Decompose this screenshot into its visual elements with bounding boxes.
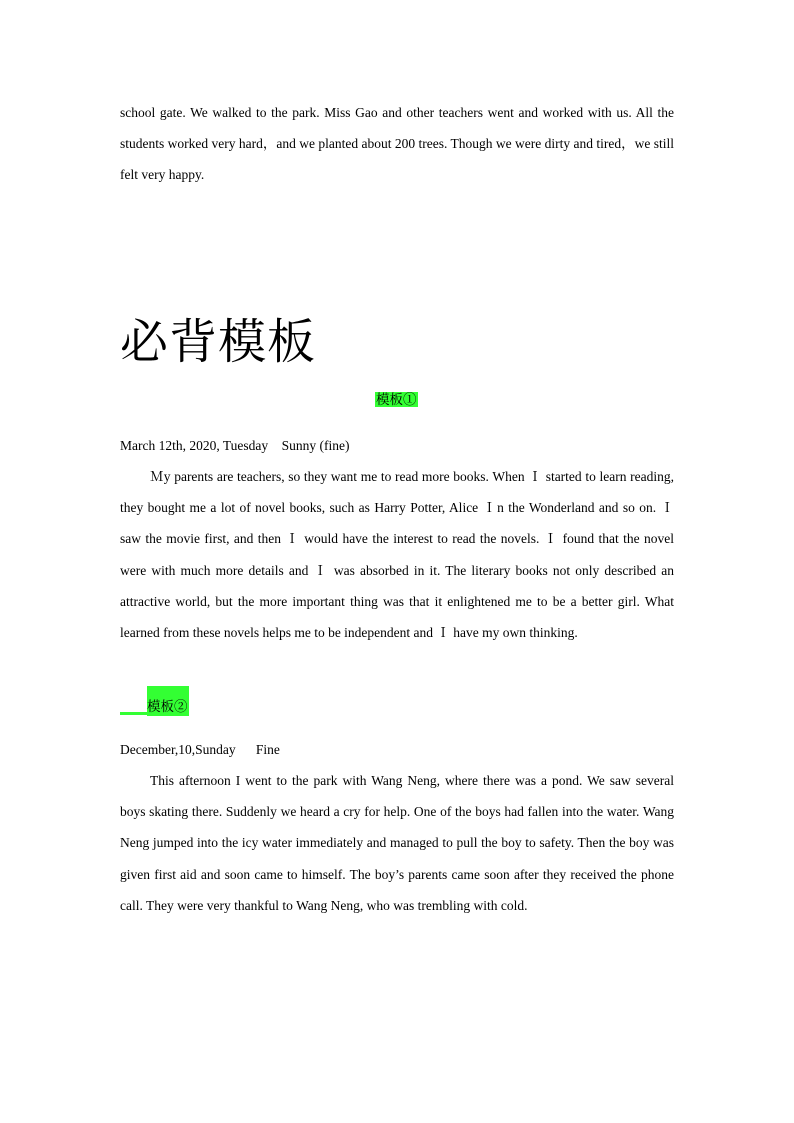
template2-label: 模板②	[147, 699, 188, 714]
template1-label: 模板①	[376, 392, 417, 407]
template1-label-wrapper	[375, 391, 418, 409]
section-title: 必背模板	[120, 314, 317, 370]
template1-body: Ｍy parents are teachers, so they want me to read more books. When Ｉ started to learn reading, they bought me a lot of novel books, such as Harry Potter, Alice Ｉn the Wonderland and so on. Ｉ saw the movie first, and then Ｉ would have the interest to read the novels. Ｉ found that the novel were with much more details and Ｉ was absorbed in it. The literary books not only described an attractive world, but the more important thing was that it enlightened me to be a better girl. What learned from these novels helps me to be independent and Ｉ have my own thinking.	[120, 469, 674, 641]
template1-date-line: March 12th, 2020, Tuesday Sunny (fine)	[120, 438, 350, 453]
template2-date-line: December,10,Sunday Fine	[120, 742, 280, 757]
continuation-paragraph: school gate. We walked to the park. Miss Gao and other teachers went and worked with us. All the students worked very hard，and we planted about 200 trees. Though we were dirty and tired，we still felt very happy.	[120, 105, 674, 183]
highlight-underline-bar	[120, 712, 147, 715]
template2-body: This afternoon I went to the park with Wang Neng, where there was a pond. We saw several boys skating there. Suddenly we heard a cry for help. One of the boys had fallen into the water. Wang Neng jumped into the icy water immediately and managed to pull the boy to safety. Then the boy was given first aid and soon came to himself. The boy’s parents came soon after they received the phone call. They were very thankful to Wang Neng, who was trembling with cold.	[120, 773, 674, 913]
